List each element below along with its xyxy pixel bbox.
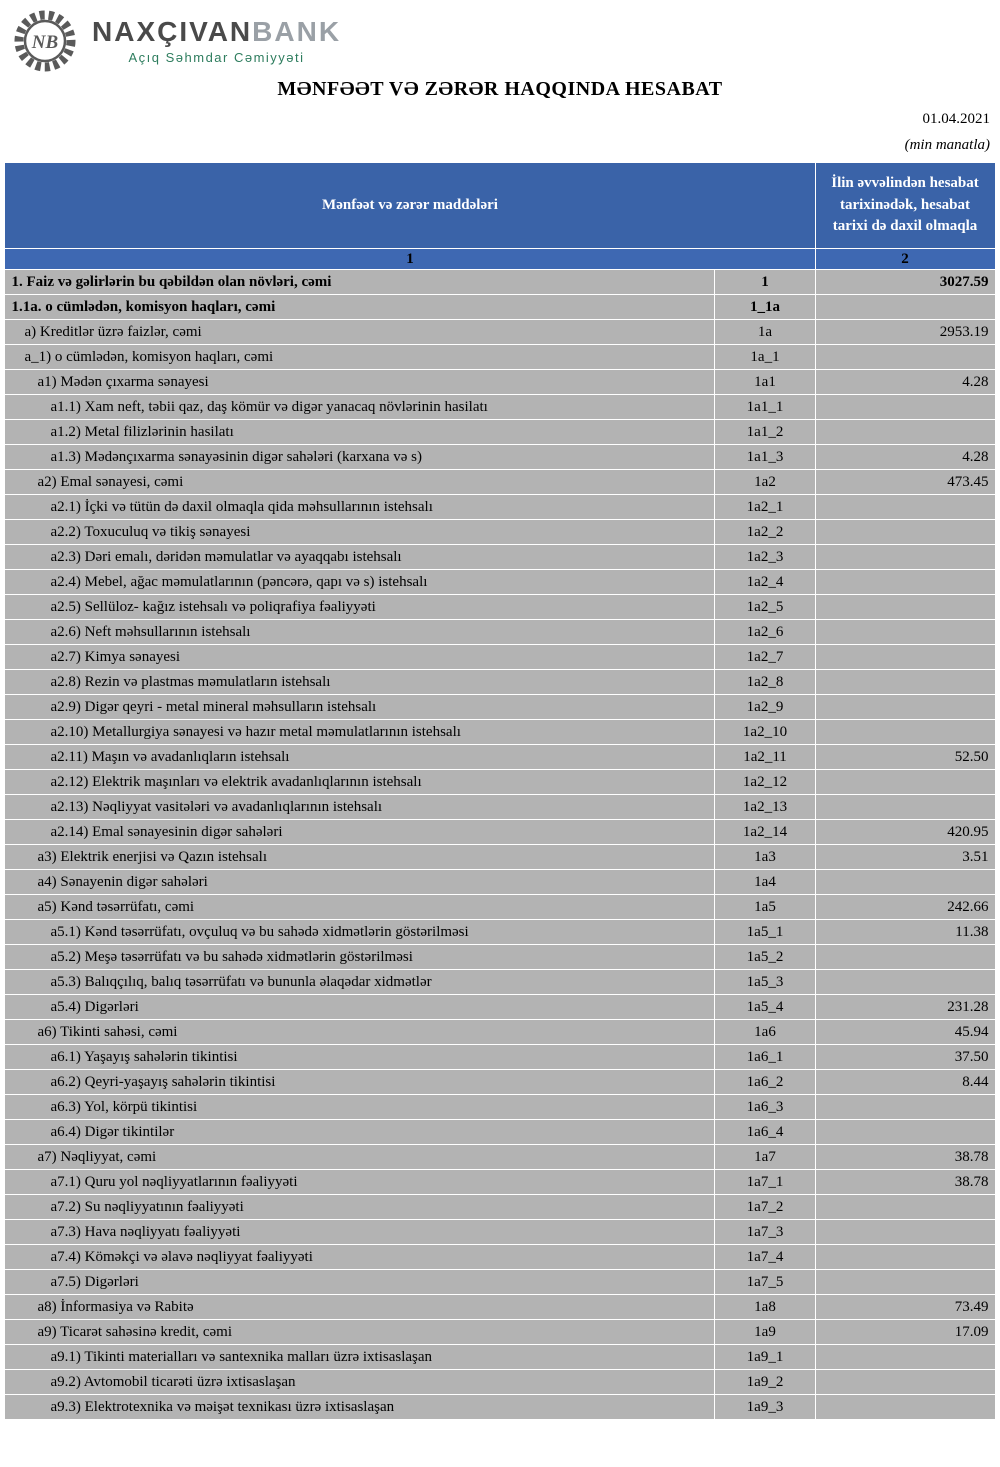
table-row	[5, 645, 995, 670]
row-value: 73.49	[815, 1295, 995, 1320]
row-code: 1a5_4	[715, 995, 815, 1020]
row-label: a7.1) Quru yol nəqliyyatlarının fəaliyyəti	[5, 1170, 715, 1195]
row-value	[815, 295, 995, 320]
column-header-period: İlin əvvəlindən hesabat tarixinədək, hesabat tarixi də daxil olmaqla	[815, 163, 995, 249]
row-value: 473.45	[815, 470, 995, 495]
row-value	[815, 1220, 995, 1245]
row-code: 1a5	[715, 895, 815, 920]
row-value	[815, 945, 995, 970]
row-label: a3) Elektrik enerjisi və Qazın istehsalı	[5, 845, 715, 870]
table-header-row	[5, 163, 995, 249]
row-code: 1a6_3	[715, 1095, 815, 1120]
row-code: 1a2_6	[715, 620, 815, 645]
row-code: 1a7_2	[715, 1195, 815, 1220]
row-label: a5.3) Balıqçılıq, balıq təsərrüfatı və bununla əlaqədar xidmətlər	[5, 970, 715, 995]
row-label: a2.12) Elektrik maşınları və elektrik avadanlıqlarının istehsalı	[5, 770, 715, 795]
table-row	[5, 420, 995, 445]
row-code: 1a2_10	[715, 720, 815, 745]
row-label: a7) Nəqliyyat, cəmi	[5, 1145, 715, 1170]
row-code: 1a7_1	[715, 1170, 815, 1195]
row-label: a7.5) Digərləri	[5, 1270, 715, 1295]
row-label: a2.6) Neft məhsullarının istehsalı	[5, 620, 715, 645]
row-code: 1a2_8	[715, 670, 815, 695]
row-label: a) Kreditlər üzrə faizlər, cəmi	[5, 320, 715, 345]
bank-subtitle: Açıq Səhmdar Cəmiyyəti	[128, 49, 305, 65]
row-value	[815, 1395, 995, 1420]
row-code: 1a6_4	[715, 1120, 815, 1145]
row-label: a5.2) Meşə təsərrüfatı və bu sahədə xidmətlərin göstərilməsi	[5, 945, 715, 970]
table-row	[5, 1145, 995, 1170]
row-code: 1a2_13	[715, 795, 815, 820]
row-label: a2.13) Nəqliyyat vasitələri və avadanlıqlarının istehsalı	[5, 795, 715, 820]
row-value	[815, 770, 995, 795]
table-row	[5, 920, 995, 945]
row-value	[815, 970, 995, 995]
row-code: 1a2_12	[715, 770, 815, 795]
table-row	[5, 1195, 995, 1220]
row-code: 1a9	[715, 1320, 815, 1345]
row-value	[815, 595, 995, 620]
row-label: a6.2) Qeyri-yaşayış sahələrin tikintisi	[5, 1070, 715, 1095]
row-value: 3027.59	[815, 270, 995, 295]
row-value: 4.28	[815, 370, 995, 395]
row-label: a_1) o cümlədən, komisyon haqları, cəmi	[5, 345, 715, 370]
table-row	[5, 1020, 995, 1045]
row-label: a6.3) Yol, körpü tikintisi	[5, 1095, 715, 1120]
table-row	[5, 845, 995, 870]
row-code: 1a2	[715, 470, 815, 495]
row-code: 1a	[715, 320, 815, 345]
row-value	[815, 870, 995, 895]
table-row	[5, 370, 995, 395]
column-number-1: 1	[5, 249, 815, 270]
table-row	[5, 320, 995, 345]
bank-name-block	[92, 15, 342, 65]
row-value	[815, 695, 995, 720]
row-value: 37.50	[815, 1045, 995, 1070]
row-code: 1a1_1	[715, 395, 815, 420]
table-row	[5, 795, 995, 820]
row-value	[815, 1120, 995, 1145]
row-value	[815, 395, 995, 420]
row-label: a7.4) Köməkçi və əlavə nəqliyyat fəaliyyəti	[5, 1245, 715, 1270]
row-label: a9.1) Tikinti materialları və santexnika malları üzrə ixtisaslaşan	[5, 1345, 715, 1370]
row-label: a5.4) Digərləri	[5, 995, 715, 1020]
row-value	[815, 670, 995, 695]
bank-monogram: NB	[31, 32, 59, 53]
row-value: 38.78	[815, 1170, 995, 1195]
table-row	[5, 1345, 995, 1370]
table-row	[5, 1270, 995, 1295]
row-label: a2.4) Mebel, ağac məmulatlarının (pəncərə, qapı və s) istehsalı	[5, 570, 715, 595]
column-header-items: Mənfəət və zərər maddələri	[5, 163, 815, 249]
row-code: 1a2_11	[715, 745, 815, 770]
row-code: 1a8	[715, 1295, 815, 1320]
report-table	[4, 162, 995, 1420]
row-label: 1. Faiz və gəlirlərin bu qəbildən olan növləri, cəmi	[5, 270, 715, 295]
row-code: 1a4	[715, 870, 815, 895]
table-row	[5, 670, 995, 695]
table-row	[5, 895, 995, 920]
row-label: a7.3) Hava nəqliyyatı fəaliyyəti	[5, 1220, 715, 1245]
table-row	[5, 1170, 995, 1195]
row-code: 1a7_5	[715, 1270, 815, 1295]
row-value: 17.09	[815, 1320, 995, 1345]
row-code: 1a2_14	[715, 820, 815, 845]
row-label: a1) Mədən çıxarma sənayesi	[5, 370, 715, 395]
row-code: 1a2_9	[715, 695, 815, 720]
row-label: a6) Tikinti sahəsi, cəmi	[5, 1020, 715, 1045]
row-value: 45.94	[815, 1020, 995, 1045]
row-label: a6.4) Digər tikintilər	[5, 1120, 715, 1145]
row-label: a2.1) İçki və tütün də daxil olmaqla qida məhsullarının istehsalı	[5, 495, 715, 520]
table-row	[5, 1245, 995, 1270]
row-label: a1.3) Mədənçıxarma sənayəsinin digər sahələri (karxana və s)	[5, 445, 715, 470]
row-label: a9.3) Elektrotexnika və məişət texnikası üzrə ixtisaslaşan	[5, 1395, 715, 1420]
row-value	[815, 570, 995, 595]
row-value	[815, 1195, 995, 1220]
row-value	[815, 645, 995, 670]
row-code: 1a2_4	[715, 570, 815, 595]
table-row	[5, 520, 995, 545]
table-row	[5, 995, 995, 1020]
row-label: a9.2) Avtomobil ticarəti üzrə ixtisaslaşan	[5, 1370, 715, 1395]
row-label: a2.3) Dəri emalı, dəridən məmulatlar və ayaqqabı istehsalı	[5, 545, 715, 570]
report-title: MƏNFƏƏT VƏ ZƏRƏR HAQQINDA HESABAT	[277, 78, 723, 100]
table-row	[5, 1045, 995, 1070]
table-row	[5, 595, 995, 620]
row-value	[815, 795, 995, 820]
table-row	[5, 1395, 995, 1420]
row-code: 1a2_3	[715, 545, 815, 570]
row-code: 1	[715, 270, 815, 295]
row-code: 1a6_2	[715, 1070, 815, 1095]
row-label: a7.2) Su nəqliyyatının fəaliyyəti	[5, 1195, 715, 1220]
row-value	[815, 545, 995, 570]
report-table-body	[5, 270, 995, 1420]
table-row	[5, 720, 995, 745]
table-row	[5, 345, 995, 370]
table-row	[5, 745, 995, 770]
row-label: a2.8) Rezin və plastmas məmulatların istehsalı	[5, 670, 715, 695]
row-code: 1a6_1	[715, 1045, 815, 1070]
row-code: 1a1	[715, 370, 815, 395]
row-label: a8) İnformasiya və Rabitə	[5, 1295, 715, 1320]
table-row	[5, 470, 995, 495]
unit-note: (min manatla)	[904, 137, 990, 153]
bank-name	[92, 15, 342, 47]
table-row	[5, 495, 995, 520]
row-value: 2953.19	[815, 320, 995, 345]
row-value	[815, 1345, 995, 1370]
row-code: 1_1a	[715, 295, 815, 320]
row-label: a5) Kənd təsərrüfatı, cəmi	[5, 895, 715, 920]
row-value: 52.50	[815, 745, 995, 770]
bank-logo-gear-icon	[12, 8, 78, 74]
table-row	[5, 1295, 995, 1320]
row-value	[815, 520, 995, 545]
table-row	[5, 945, 995, 970]
row-code: 1a5_2	[715, 945, 815, 970]
row-label: a6.1) Yaşayış sahələrin tikintisi	[5, 1045, 715, 1070]
table-row	[5, 870, 995, 895]
bank-name-primary: NAXÇIVAN	[92, 15, 253, 47]
row-value: 231.28	[815, 995, 995, 1020]
column-number-2: 2	[815, 249, 995, 270]
row-value	[815, 1245, 995, 1270]
row-label: a2.10) Metallurgiya sənayesi və hazır metal məmulatlarının istehsalı	[5, 720, 715, 745]
table-row	[5, 270, 995, 295]
row-value: 242.66	[815, 895, 995, 920]
row-code: 1a5_3	[715, 970, 815, 995]
row-code: 1a3	[715, 845, 815, 870]
bank-header	[0, 0, 1000, 74]
row-code: 1a7	[715, 1145, 815, 1170]
row-label: a2.5) Sellüloz- kağız istehsalı və poliqrafiya fəaliyyəti	[5, 595, 715, 620]
row-code: 1a9_1	[715, 1345, 815, 1370]
row-code: 1a9_2	[715, 1370, 815, 1395]
row-label: a9) Ticarət sahəsinə kredit, cəmi	[5, 1320, 715, 1345]
row-value	[815, 1095, 995, 1120]
table-row	[5, 445, 995, 470]
table-row	[5, 1120, 995, 1145]
report-date: 01.04.2021	[922, 111, 990, 127]
row-value: 420.95	[815, 820, 995, 845]
row-label: a2.2) Toxuculuq və tikiş sənayesi	[5, 520, 715, 545]
row-label: a2.9) Digər qeyri - metal mineral məhsulların istehsalı	[5, 695, 715, 720]
table-row	[5, 1070, 995, 1095]
row-label: a2.7) Kimya sənayesi	[5, 645, 715, 670]
row-label: 1.1a. o cümlədən, komisyon haqları, cəmi	[5, 295, 715, 320]
row-value: 8.44	[815, 1070, 995, 1095]
table-row	[5, 695, 995, 720]
row-label: a2.14) Emal sənayesinin digər sahələri	[5, 820, 715, 845]
row-code: 1a6	[715, 1020, 815, 1045]
row-value: 3.51	[815, 845, 995, 870]
row-code: 1a2_2	[715, 520, 815, 545]
row-label: a2.11) Maşın və avadanlıqların istehsalı	[5, 745, 715, 770]
row-value: 38.78	[815, 1145, 995, 1170]
table-row	[5, 1095, 995, 1120]
row-code: 1a1_3	[715, 445, 815, 470]
row-code: 1a9_3	[715, 1395, 815, 1420]
row-value	[815, 620, 995, 645]
table-row	[5, 970, 995, 995]
row-value	[815, 495, 995, 520]
row-label: a1.2) Metal filizlərinin hasilatı	[5, 420, 715, 445]
table-row	[5, 545, 995, 570]
bank-name-secondary: BANK	[252, 15, 342, 47]
row-code: 1a7_3	[715, 1220, 815, 1245]
row-label: a4) Sənayenin digər sahələri	[5, 870, 715, 895]
row-value	[815, 345, 995, 370]
table-row	[5, 770, 995, 795]
row-value: 11.38	[815, 920, 995, 945]
row-code: 1a2_7	[715, 645, 815, 670]
table-row	[5, 1220, 995, 1245]
row-label: a1.1) Xam neft, təbii qaz, daş kömür və digər yanacaq növlərinin hasilatı	[5, 395, 715, 420]
table-row	[5, 395, 995, 420]
row-code: 1a_1	[715, 345, 815, 370]
row-value	[815, 1370, 995, 1395]
row-code: 1a2_5	[715, 595, 815, 620]
table-row	[5, 1370, 995, 1395]
table-row	[5, 820, 995, 845]
column-number-row	[5, 249, 995, 270]
row-code: 1a1_2	[715, 420, 815, 445]
row-code: 1a5_1	[715, 920, 815, 945]
row-value: 4.28	[815, 445, 995, 470]
table-row	[5, 620, 995, 645]
row-value	[815, 1270, 995, 1295]
row-label: a5.1) Kənd təsərrüfatı, ovçuluq və bu sahədə xidmətlərin göstərilməsi	[5, 920, 715, 945]
row-code: 1a7_4	[715, 1245, 815, 1270]
row-value	[815, 720, 995, 745]
table-row	[5, 295, 995, 320]
table-row	[5, 570, 995, 595]
table-row	[5, 1320, 995, 1345]
row-code: 1a2_1	[715, 495, 815, 520]
row-label: a2) Emal sənayesi, cəmi	[5, 470, 715, 495]
row-value	[815, 420, 995, 445]
